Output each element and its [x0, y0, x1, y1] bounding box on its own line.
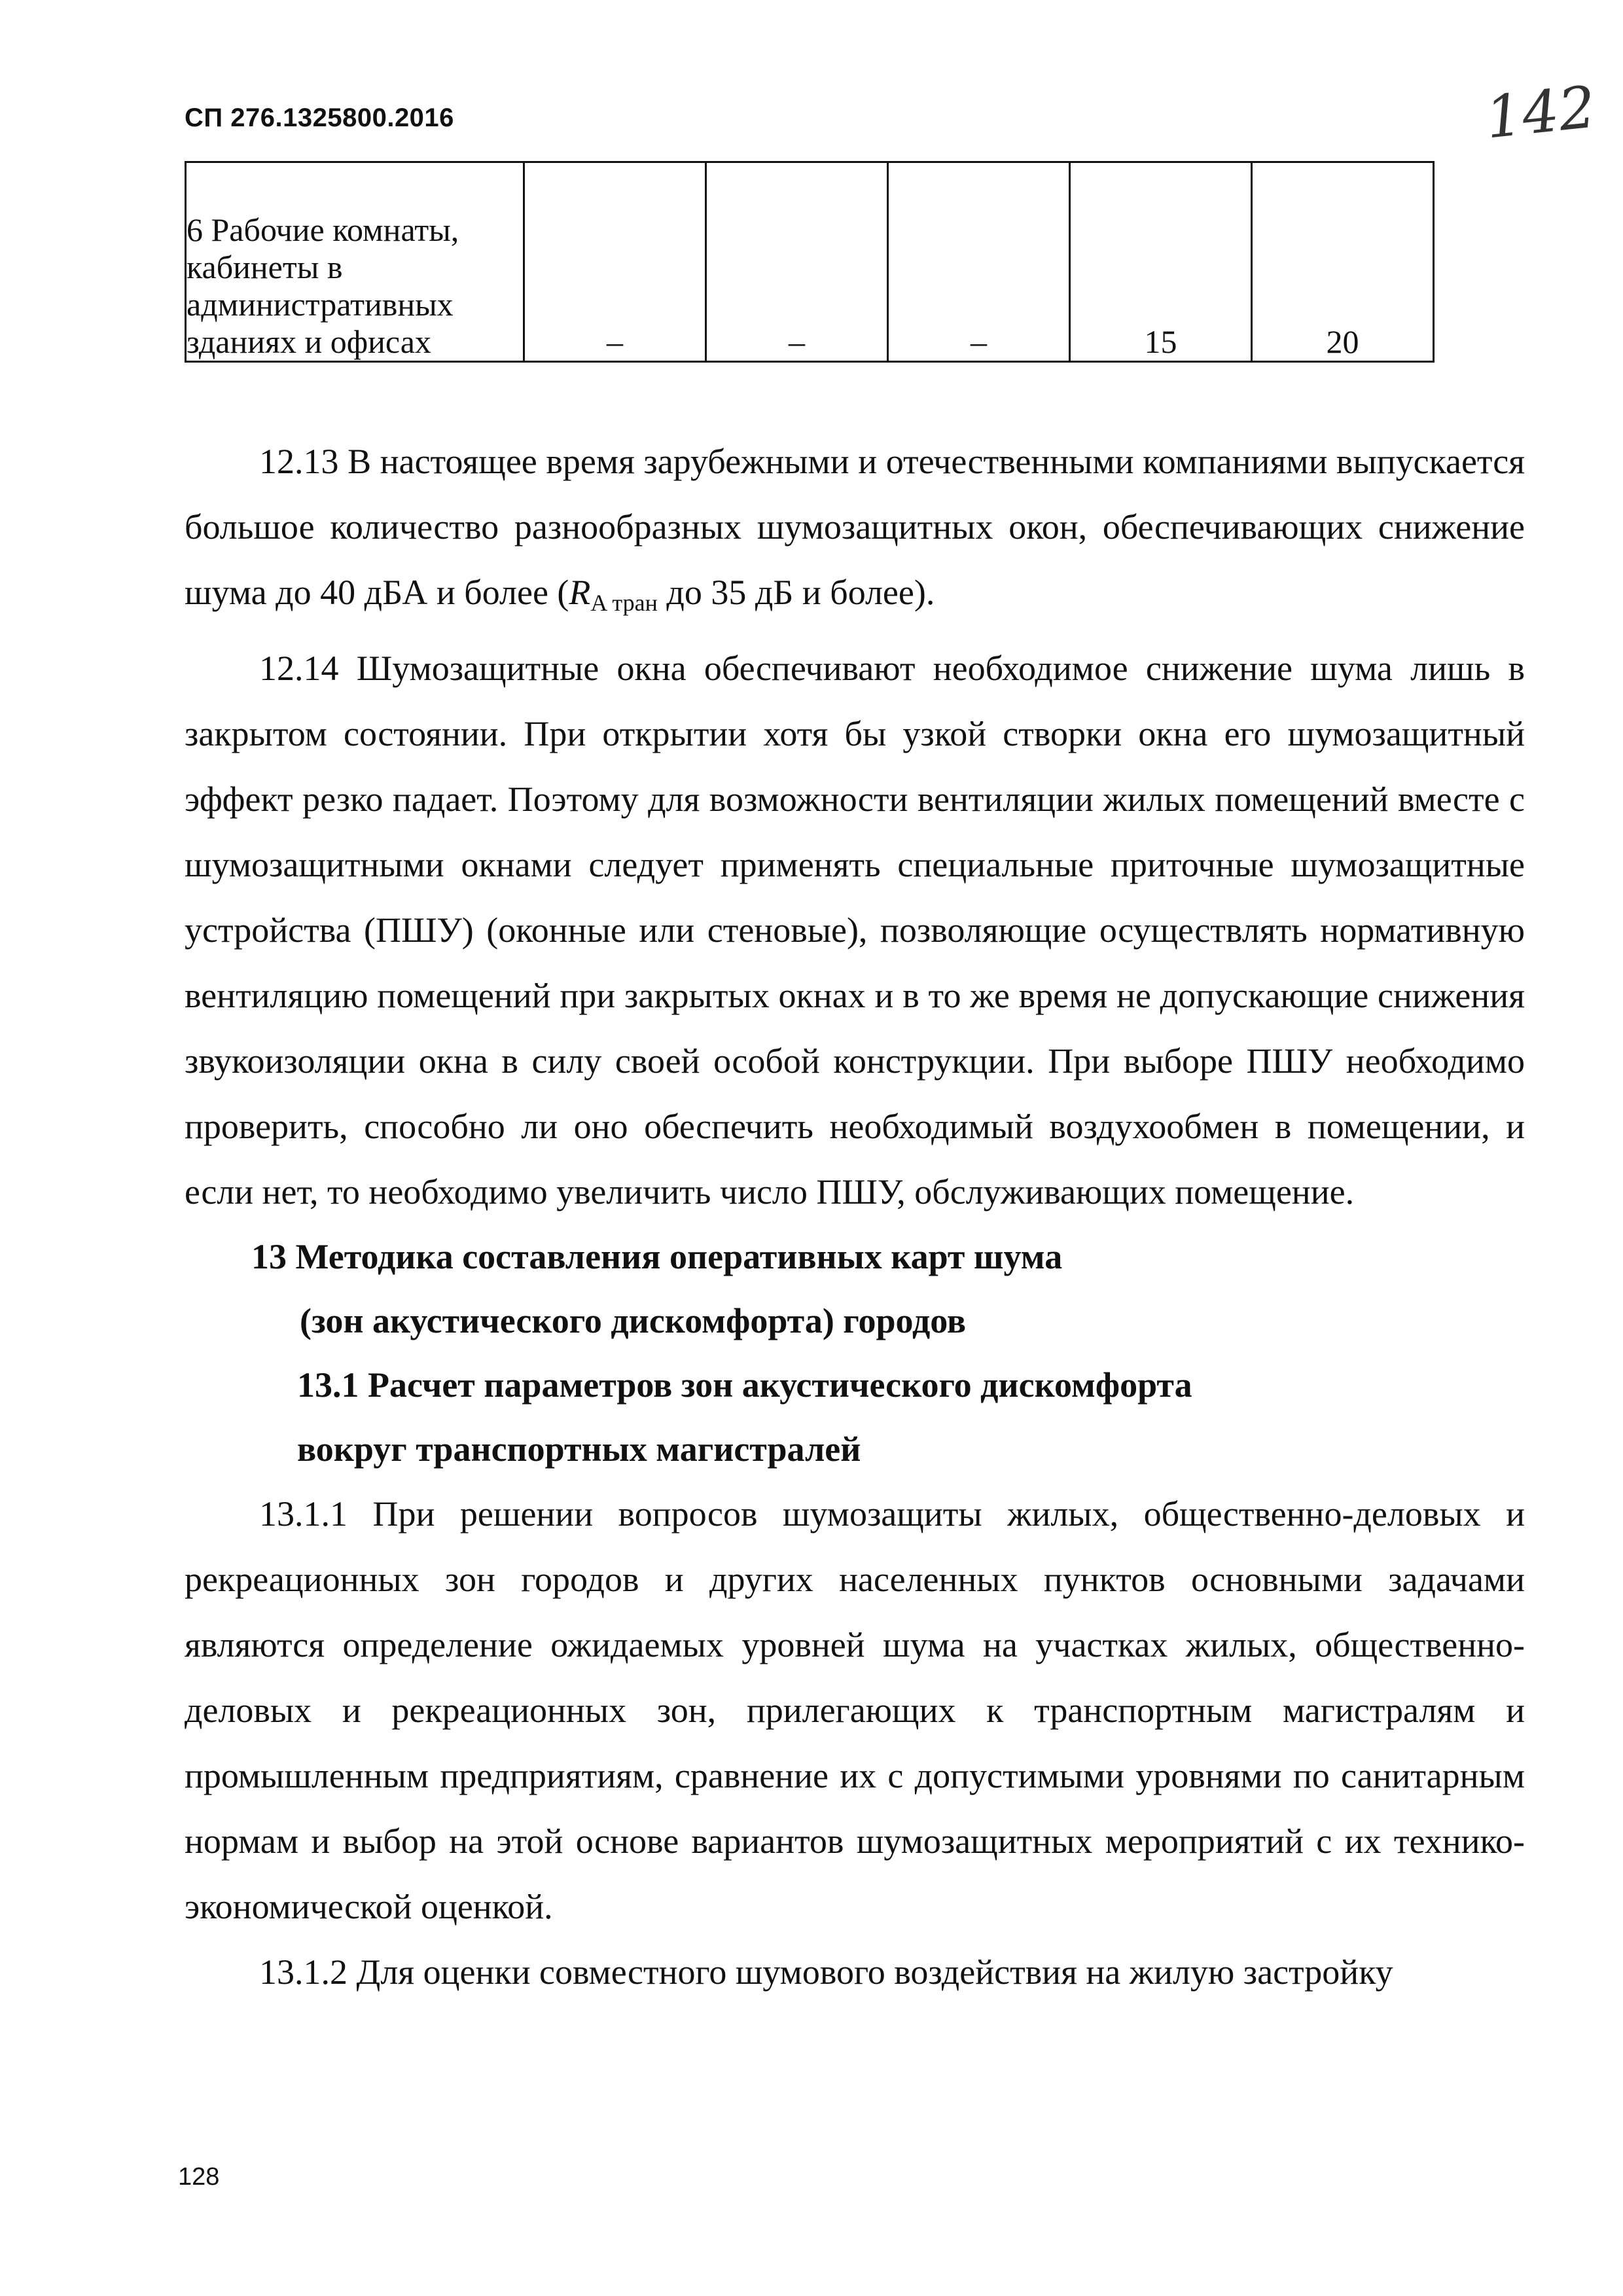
r-symbol: R — [569, 573, 591, 612]
section-13-1-heading-cont: вокруг транспортных магистралей — [297, 1429, 861, 1469]
paragraph-13-1-2: 13.1.2 Для оценки совместного шумового воздействия на жилую застройку — [259, 1952, 1393, 1992]
handwritten-page-number: 142 — [1482, 73, 1599, 152]
paragraph-12-13: 12.13 В настоящее время зарубежными и отечественными компаниями выпускается большое количество разнообразных шумозащитных окон, обеспечивающих снижение шума до 40 дБА и более ($R_{A тран}$ до 35 дБ и более). — [185, 442, 1525, 616]
document-code: СП 276.1325800.2016 — [185, 103, 454, 132]
section-13-heading-cont: (зон акустического дискомфорта) городов — [300, 1301, 967, 1340]
page-number: 128 — [178, 2163, 220, 2191]
section-13-heading: 13 Методика составления оперативных карт шума — [251, 1237, 1063, 1276]
section-13-1-heading: 13.1 Расчет параметров зон акустического дискомфорта — [297, 1365, 1192, 1405]
table-cell-value: – — [706, 162, 888, 362]
table-cell-label: 6 Рабочие комнаты, кабинеты в административных зданиях и офисах — [186, 162, 524, 362]
page-body — [185, 429, 1525, 2005]
table-cell-value: 20 — [1252, 162, 1434, 362]
r-subscript: A тран — [590, 590, 658, 616]
paragraph-13-1-1: 13.1.1 При решении вопросов шумозащиты жилых, общественно-деловых и рекреационных зон городов и других населенных пунктов основными задачами являются определение ожидаемых уровней шума на участках жилых, общественно-деловых и рекреационных зон, прилегающих к транспортным магистралям и промышленным предприятиям, сравнение их с допустимыми уровнями по санитарным нормам и выбор на этой основе вариантов шумозащитных мероприятий с их технико-экономической оценкой. — [185, 1494, 1525, 1926]
table-cell-value: – — [888, 162, 1070, 362]
paragraph-12-14: 12.14 Шумозащитные окна обеспечивают необходимое снижение шума лишь в закрытом состоянии. При открытии хотя бы узкой створки окна его шумозащитный эффект резко падает. Поэтому для возможности вентиляции жилых помещений вместе с шумозащитными окнами следует применять специальные приточные шумозащитные устройства (ПШУ) (оконные или стеновые), позволяющие осуществлять нормативную вентиляцию помещений при закрытых окнах и в то же время не допускающие снижения звукоизоляции окна в силу своей особой конструкции. При выборе ПШУ необходимо проверить, способно ли оно обеспечить необходимый воздухообмен в помещении, и если нет, то необходимо увеличить число ПШУ, обслуживающих помещение. — [185, 649, 1525, 1211]
table-cell-value: – — [524, 162, 706, 362]
table-row — [186, 162, 1434, 362]
table-cell-value: 15 — [1070, 162, 1252, 362]
norms-table — [185, 161, 1435, 363]
